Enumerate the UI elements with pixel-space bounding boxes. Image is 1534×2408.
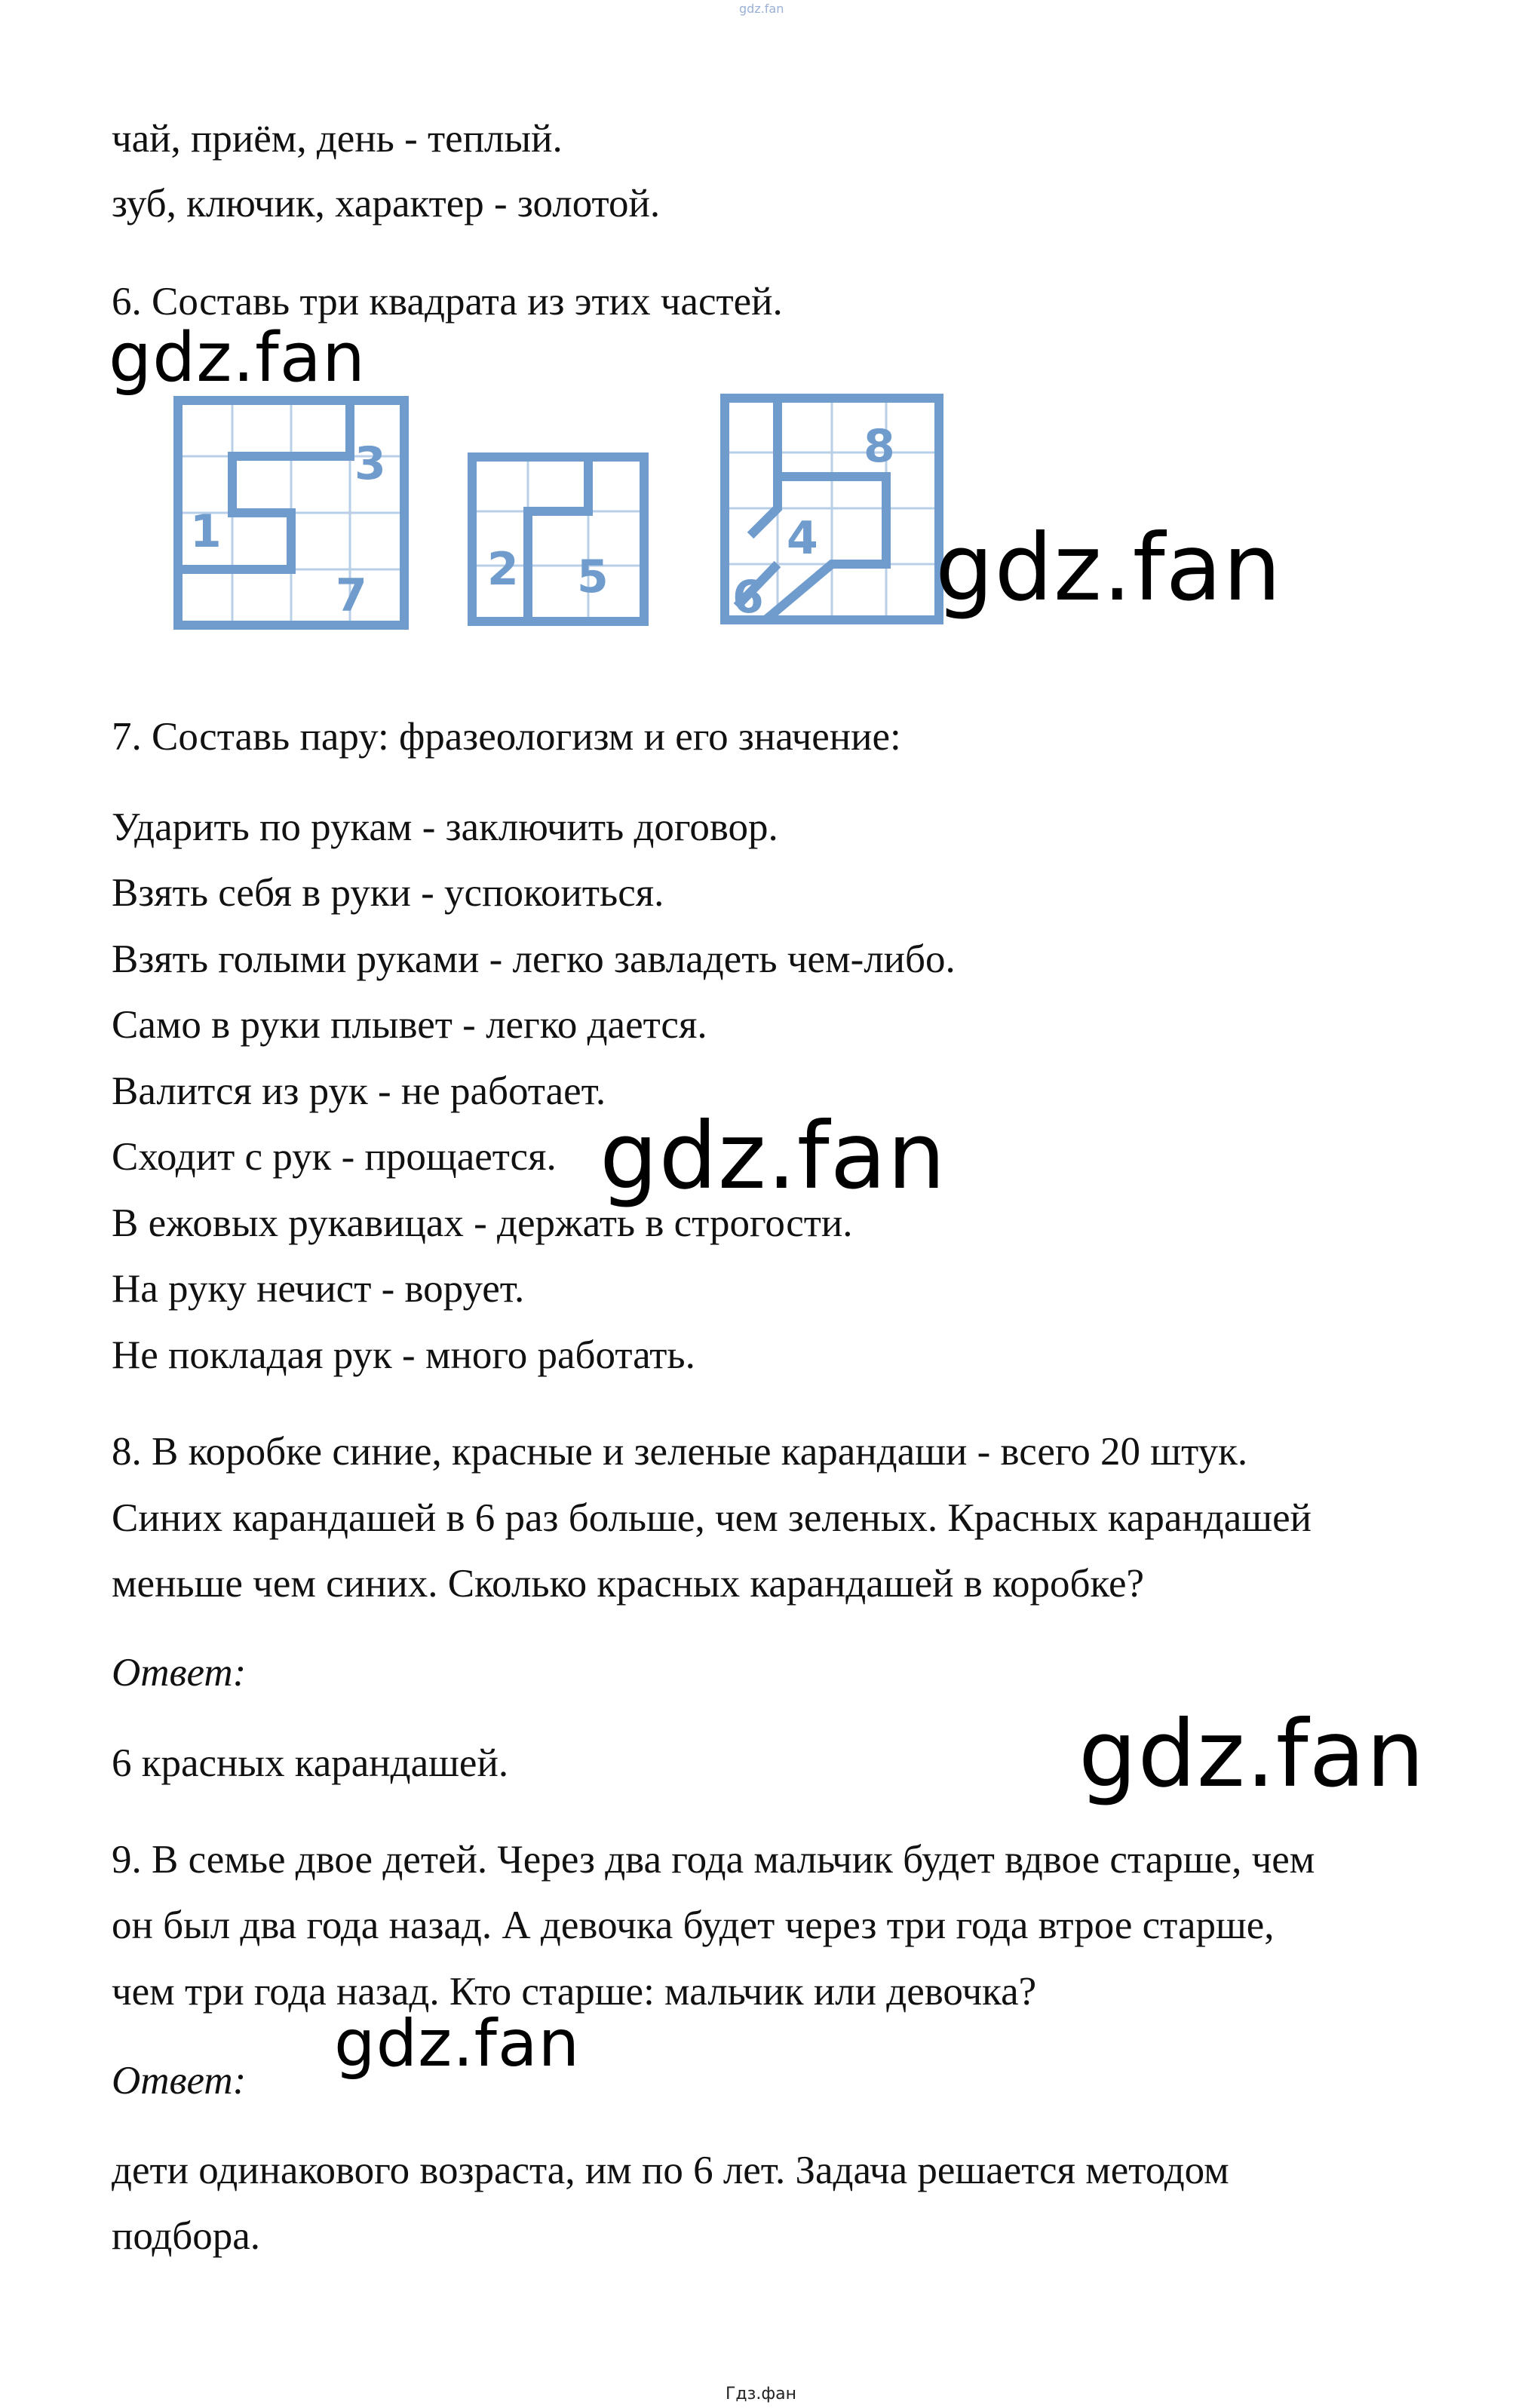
answer-text: дети одинакового возраста, им по 6 лет. Задача решается методом	[112, 2149, 1229, 2192]
answer-label: Ответ:	[112, 1651, 247, 1695]
watermark: gdz.fan	[109, 318, 366, 397]
task-9-line: 9. В семье двое детей. Через два года мальчик будет вдвое старше, чем	[112, 1838, 1315, 1882]
phrase-line: Валится из рук - не работает.	[112, 1069, 606, 1113]
text-line: чай, приём, день - теплый.	[112, 117, 563, 161]
answer-text: 6 красных карандашей.	[112, 1741, 509, 1785]
phrase-line: В ежовых рукавицах - держать в строгости.	[112, 1201, 853, 1245]
phrase-line: На руку нечист - ворует.	[112, 1267, 525, 1311]
task-8-line: меньше чем синих. Сколько красных карандашей в коробке?	[112, 1562, 1144, 1606]
piece-number: 5	[577, 551, 609, 603]
phrase-line: Взять себя в руки - успокоиться.	[112, 871, 664, 915]
piece-number: 6	[732, 571, 764, 624]
header-watermark: gdz.fan	[739, 2, 784, 16]
task-9-line: он был два года назад. А девочка будет через три года втрое старше,	[112, 1903, 1275, 1947]
answer-text: подбора.	[112, 2214, 261, 2258]
task-6-heading: 6. Составь три квадрата из этих частей.	[112, 280, 783, 324]
piece-number: 4	[787, 512, 818, 565]
watermark: gdz.fan	[600, 1103, 946, 1210]
phrase-line: Само в руки плывет - легко дается.	[112, 1003, 707, 1047]
task-8-line: Синих карандашей в 6 раз больше, чем зеленых. Красных карандашей	[112, 1496, 1312, 1540]
piece-number: 8	[864, 420, 895, 473]
task-9-line: чем три года назад. Кто старше: мальчик или девочка?	[112, 1970, 1037, 2014]
piece-number: 3	[354, 437, 386, 490]
piece-number: 2	[487, 543, 519, 596]
footer-label: Гдз.фан	[726, 2385, 796, 2403]
phrase-line: Сходит с рук - прощается.	[112, 1135, 557, 1179]
puzzle-square-2	[468, 452, 649, 626]
piece-number: 7	[336, 569, 367, 622]
puzzle-square-3	[720, 394, 943, 624]
phrase-line: Ударить по рукам - заключить договор.	[112, 805, 778, 849]
piece-number: 1	[190, 505, 222, 558]
phrase-line: Не покладая рук - много работать.	[112, 1333, 695, 1377]
watermark: gdz.fan	[334, 2006, 581, 2081]
watermark: gdz.fan	[1078, 1701, 1425, 1808]
answer-label: Ответ:	[112, 2059, 247, 2103]
text-line: зуб, ключик, характер - золотой.	[112, 182, 661, 225]
watermark: gdz.fan	[935, 514, 1282, 621]
phrase-line: Взять голыми руками - легко завладеть чем-либо.	[112, 937, 956, 981]
task-8-line: 8. В коробке синие, красные и зеленые карандаши - всего 20 штук.	[112, 1430, 1248, 1474]
task-7-heading: 7. Составь пару: фразеологизм и его значение:	[112, 715, 901, 759]
puzzle-square-1	[173, 396, 409, 630]
